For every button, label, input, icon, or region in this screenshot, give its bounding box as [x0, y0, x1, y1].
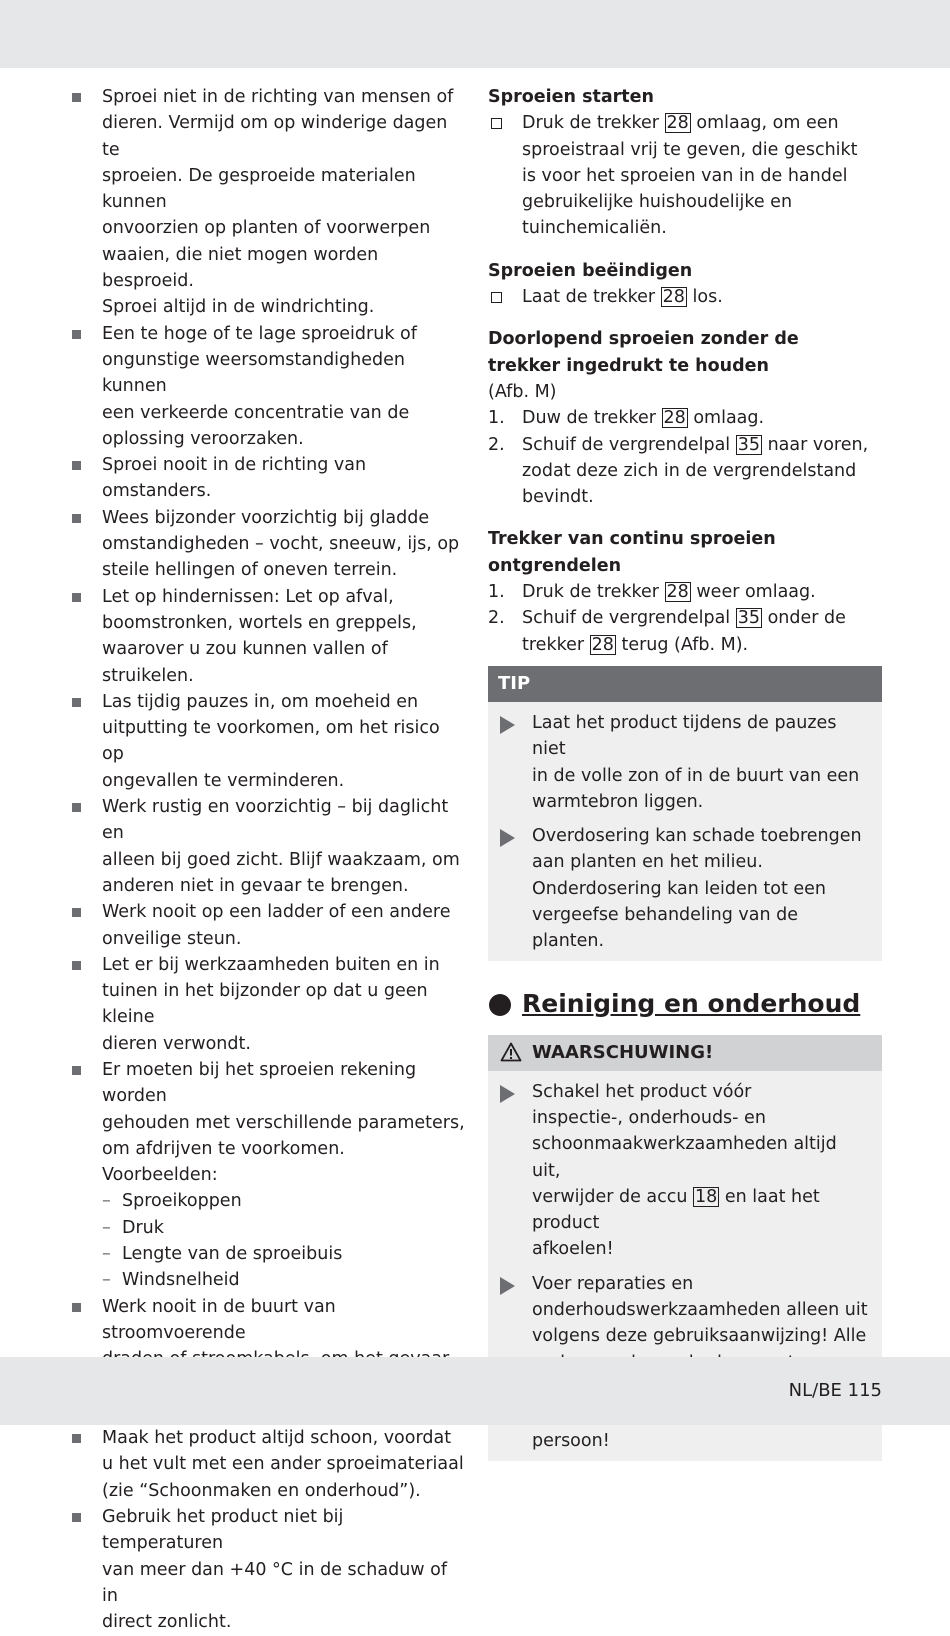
square-bullet-icon: [72, 1513, 81, 1522]
sub-list-text: Druk: [122, 1217, 164, 1238]
step-line: Laat de trekker 28 los.: [522, 287, 723, 308]
step-line: sproeistraal vrij te geven, die geschikt: [522, 139, 858, 160]
play-triangle-icon: [500, 1277, 515, 1295]
bullet-line: Sproei altijd in de windrichting.: [102, 297, 375, 318]
page-number: NL/BE 115: [788, 1380, 882, 1401]
bullet-item: [70, 794, 465, 899]
bullet-line: (zie “Schoonmaken en onderhoud”).: [102, 1480, 421, 1501]
dash-marker: –: [102, 1217, 111, 1238]
step-line: Schuif de vergrendelpal 35 onder de: [522, 608, 846, 629]
square-bullet-icon: [72, 1303, 81, 1312]
bullet-line: sproeien. De gesproeide materialen kunnen: [102, 165, 416, 213]
step-line: is voor het sproeien van in de handel: [522, 165, 848, 186]
bullet-item: [70, 452, 465, 505]
bullet-line: Sproei nooit in de richting van omstanders.: [102, 455, 367, 502]
bullet-line: Let op hindernissen: Let op afval,: [102, 586, 394, 607]
step-line: Druk de trekker 28 omlaag, om een: [522, 113, 839, 134]
sub-list-item: [70, 1267, 465, 1293]
heading-start-spraying: Sproeien starten: [488, 87, 654, 107]
tip-item: Laat het product tijdens de pauzes niet in de volle zon of in de buurt van een warmtebron liggen.: [488, 702, 882, 815]
bullet-line: gehouden met verschillende parameters,: [102, 1112, 465, 1133]
heading-stop-spraying: Sproeien beëindigen: [488, 260, 693, 281]
bullet-line: steile hellingen of oneven terrein.: [102, 560, 398, 581]
header-band: [0, 0, 950, 68]
sub-list-item: [70, 1215, 465, 1241]
step-line: tuinchemicaliën.: [522, 218, 667, 239]
figure-ref: (Afb. M): [488, 381, 557, 402]
bullet-line: onveilige steun.: [102, 928, 242, 949]
square-bullet-icon: [72, 1434, 81, 1443]
part-ref: 28: [666, 113, 689, 134]
part-ref: 28: [663, 408, 686, 429]
part-ref: 35: [737, 434, 760, 455]
bullet-item: [70, 1425, 465, 1504]
bullet-line: Werk nooit in de buurt van stroomvoerende: [102, 1296, 336, 1343]
bullet-line: Maak het product altijd schoon, voordat: [102, 1428, 452, 1449]
bullet-line: tuinen in het bijzonder op dat u geen kleine: [102, 981, 428, 1028]
part-ref: 28: [666, 582, 689, 603]
square-bullet-icon: [72, 93, 81, 102]
sub-list-item: [70, 1188, 465, 1214]
sub-list-item: [70, 1241, 465, 1267]
warning-triangle-icon: [500, 1042, 522, 1062]
section-title-cleaning: [488, 989, 882, 1023]
checkbox-icon: [491, 292, 502, 303]
bullet-line: dieren. Vermijd om op winderige dagen te: [102, 113, 448, 160]
bullet-line: van meer dan +40 °C in de schaduw of in: [102, 1559, 448, 1606]
square-bullet-icon: [72, 1066, 81, 1075]
warning-label: WAARSCHUWING!: [532, 1041, 714, 1063]
step-1: 1. Druk de trekker 28 weer omlaag.: [488, 579, 882, 605]
bullet-line: Let er bij werkzaamheden buiten en in: [102, 954, 440, 975]
bullet-line: uitputting te voorkomen, om het risico op: [102, 718, 440, 765]
bullet-item: [70, 505, 465, 584]
square-bullet-icon: [72, 698, 81, 707]
bullet-line: Werk rustig en voorzichtig – bij daglicht en: [102, 797, 449, 844]
bullet-line: alleen bij goed zicht. Blijf waakzaam, om: [102, 849, 460, 870]
step-1: 1. Duw de trekker 28 omlaag.: [488, 405, 882, 431]
bullet-item: [70, 899, 465, 952]
warning-item: Voer reparaties en onderhoudswerkzaamheden alleen uit volgens deze gebruiksaanwijzing! Alle persoon!: [488, 1263, 882, 1461]
section-start-spraying: [488, 84, 882, 242]
right-column: [488, 84, 882, 1461]
warning-item: Schakel het product vóór inspectie-, onderhouds- en schoonmaakwerkzaamheden altijd uit, verwijder de accu 18 en laat het product afkoelen!: [488, 1071, 882, 1263]
bullet-item: [70, 84, 465, 321]
square-bullet-icon: [72, 961, 81, 970]
part-ref: 35: [737, 608, 760, 629]
bullet-line: dieren verwondt.: [102, 1033, 251, 1054]
bullet-item: [70, 321, 465, 452]
bullet-item: [70, 1504, 465, 1635]
step-line: zodat deze zich in de vergrendelstand: [522, 460, 857, 481]
square-bullet-icon: [72, 593, 81, 602]
cleaning-title: Reiniging en onderhoud: [522, 988, 861, 1018]
bullet-item: [70, 1057, 465, 1188]
bullet-line: anderen niet in gevaar te brengen.: [102, 875, 409, 896]
bullet-line: boomstronken, wortels en greppels,: [102, 612, 417, 633]
part-ref: 28: [662, 287, 685, 308]
heading-continuous-2: trekker ingedrukt te houden: [488, 355, 769, 376]
heading-continuous-1: Doorlopend sproeien zonder de: [488, 329, 799, 350]
bullet-line: onvoorzien op planten of voorwerpen: [102, 218, 431, 239]
step-line: bevindt.: [522, 487, 594, 508]
step-stop: [488, 284, 882, 310]
bullet-line: direct zonlicht.: [102, 1612, 232, 1633]
bullet-line: Gebruik het product niet bij temperaturen: [102, 1507, 344, 1554]
step-line: Duw de trekker 28 omlaag.: [522, 408, 765, 429]
bullet-line: Een te hoge of te lage sproeidruk of: [102, 323, 417, 344]
bullet-item: [70, 584, 465, 689]
bullet-item: [70, 952, 465, 1057]
bullet-line: ongevallen te verminderen.: [102, 770, 345, 791]
step-line: trekker 28 terug (Afb. M).: [522, 634, 749, 655]
step-start: [488, 110, 882, 241]
sub-list-text: Sproeikoppen: [122, 1191, 242, 1212]
bullet-line: waaien, die niet mogen worden besproeid.: [102, 244, 379, 292]
play-triangle-icon: [500, 829, 515, 847]
part-ref: 18: [695, 1186, 718, 1207]
square-bullet-icon: [72, 330, 81, 339]
part-ref: 28: [591, 634, 614, 655]
step-line: gebruikelijke huishoudelijke en: [522, 192, 793, 213]
dash-marker: –: [102, 1270, 111, 1291]
section-continuous-spraying: [488, 326, 882, 510]
checkbox-icon: [491, 118, 502, 129]
tip-box: [488, 666, 882, 961]
step-2: 2. Schuif de vergrendelpal 35 onder de trekker 28 terug (Afb. M).: [488, 605, 882, 658]
heading-unlock-1: Trekker van continu sproeien: [488, 529, 776, 550]
bullet-line: Werk nooit op een ladder of een andere: [102, 902, 451, 923]
step-line: Schuif de vergrendelpal 35 naar voren,: [522, 434, 869, 455]
sub-list-text: Windsnelheid: [122, 1270, 240, 1291]
square-bullet-icon: [72, 514, 81, 523]
section-stop-spraying: [488, 258, 882, 311]
step-2: 2. Schuif de vergrendelpal 35 naar voren, zodat deze zich in de vergrendelstand bevindt.: [488, 432, 882, 511]
heading-unlock-2: ontgrendelen: [488, 555, 622, 576]
bullet-line: waarover u zou kunnen vallen of struikelen.: [102, 639, 388, 686]
bullet-line: Sproei niet in de richting van mensen of: [102, 87, 454, 107]
bullet-circle-icon: [489, 994, 511, 1016]
dash-marker: –: [102, 1244, 111, 1265]
tip-item: Overdosering kan schade toebrengen aan planten en het milieu. Onderdosering kan leiden tot een vergeefse behandeling van de planten.: [488, 815, 882, 960]
bullet-item: [70, 689, 465, 794]
sub-list-text: Lengte van de sproeibuis: [122, 1244, 343, 1265]
step-line: Druk de trekker 28 weer omlaag.: [522, 582, 816, 603]
bullet-line: Wees bijzonder voorzichtig bij gladde: [102, 507, 430, 528]
tip-header: TIP: [488, 666, 882, 702]
bullet-line: ongunstige weersomstandigheden kunnen: [102, 349, 405, 397]
bullet-line: Las tijdig pauzes in, om moeheid en: [102, 691, 419, 712]
bullet-line: omstandigheden – vocht, sneeuw, ijs, op: [102, 534, 460, 555]
bullet-line: om afdrijven te voorkomen. Voorbeelden:: [102, 1138, 345, 1186]
play-triangle-icon: [500, 1085, 515, 1103]
dash-marker: –: [102, 1191, 111, 1212]
square-bullet-icon: [72, 908, 81, 917]
bullet-line: Er moeten bij het sproeien rekening worden: [102, 1059, 417, 1107]
warning-header: [488, 1035, 882, 1071]
section-unlock: [488, 526, 882, 657]
bullet-line: een verkeerde concentratie van de: [102, 402, 410, 423]
square-bullet-icon: [72, 803, 81, 812]
bullet-line: u het vult met een ander sproeimateriaal: [102, 1454, 464, 1475]
play-triangle-icon: [500, 716, 515, 734]
square-bullet-icon: [72, 461, 81, 470]
bullet-line: oplossing veroorzaken.: [102, 428, 304, 449]
